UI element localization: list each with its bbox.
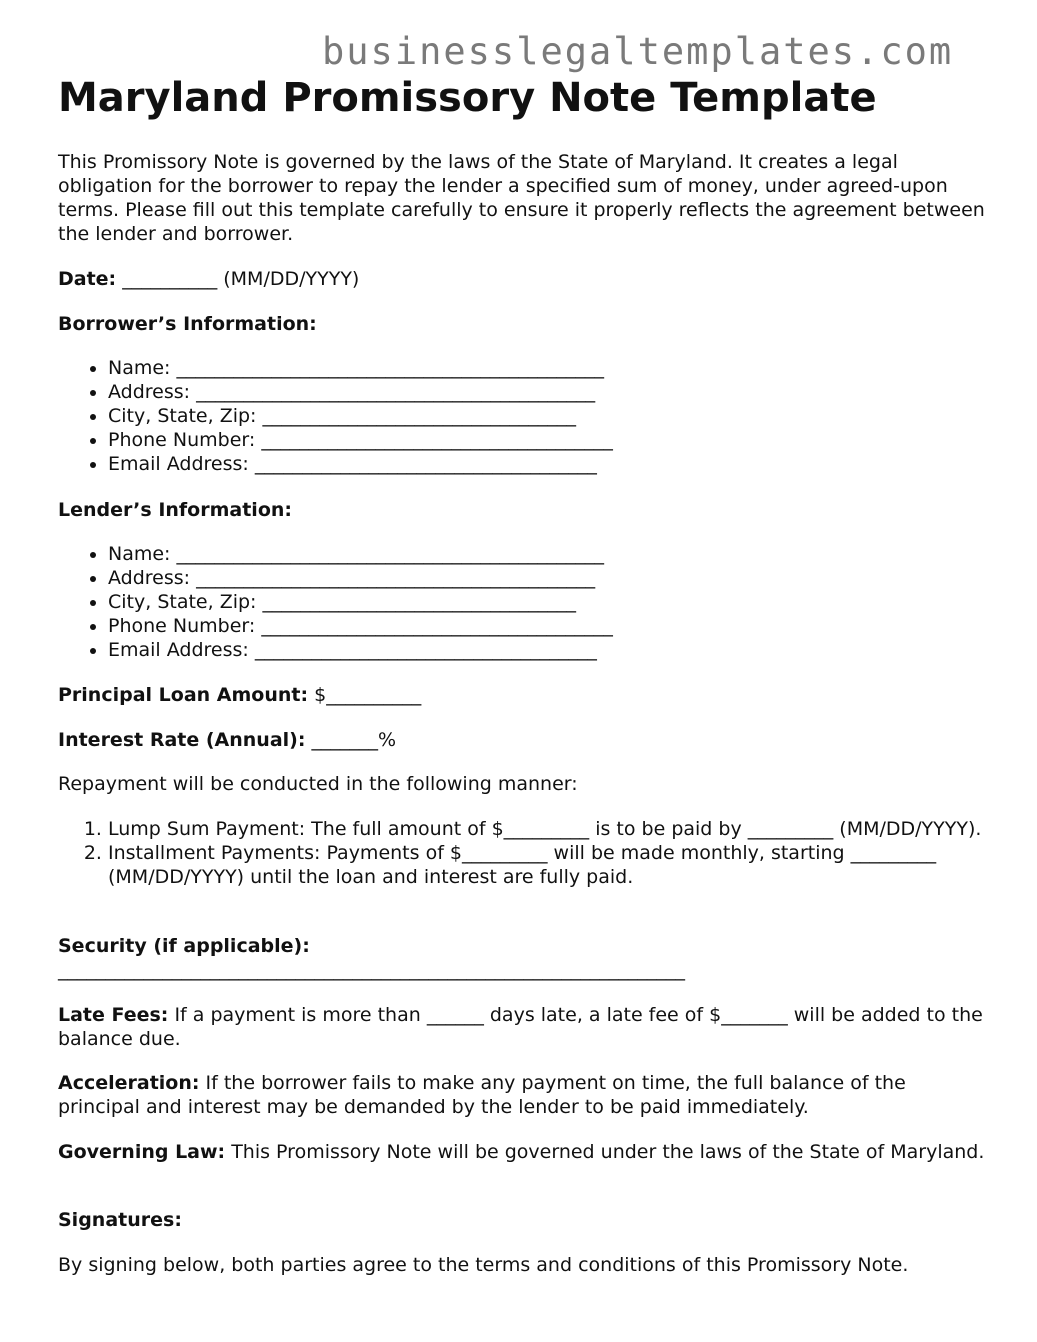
repayment-intro: Repayment will be conducted in the following manner:	[58, 773, 578, 795]
signatures-heading: Signatures:	[58, 1209, 182, 1231]
date-value: __________ (MM/DD/YYYY)	[116, 268, 360, 290]
security-heading: Security (if applicable):	[58, 935, 310, 957]
lender-city-field: • City, State, Zip: _________________________________	[108, 590, 1037, 614]
intro-paragraph: This Promissory Note is governed by the laws of the State of Maryland. It creates a legal obligation for the borrower to repay the lender a specified sum of money, under agreed-upon terms. Please fill out this template carefully to ensure it properly reflects the agreement between the lender and borrower.	[58, 151, 985, 245]
lender-fields	[58, 542, 1037, 662]
borrower-phone-field: • Phone Number: _____________________________________	[108, 428, 1037, 452]
interest-line	[58, 728, 988, 752]
lender-heading: Lender’s Information:	[58, 499, 292, 521]
acceleration-text: If the borrower fails to make any payment on time, the full balance of the principal and interest may be demanded by the lender to be paid immediately.	[58, 1072, 906, 1118]
governing-law-paragraph	[58, 1140, 988, 1164]
borrower-heading: Borrower’s Information:	[58, 313, 317, 335]
lender-name-field: • Name: _____________________________________________	[108, 542, 1037, 566]
late-fees-text: If a payment is more than ______ days late, a late fee of $_______ will be added to the balance due.	[58, 1004, 983, 1050]
governing-law-label: Governing Law:	[58, 1141, 226, 1163]
security-line: __________________________________________________________________	[58, 959, 685, 981]
borrower-city-field: • City, State, Zip: _________________________________	[108, 404, 1037, 428]
lender-email-field: • Email Address: ____________________________________	[108, 638, 1037, 662]
interest-value: _______%	[305, 729, 397, 751]
late-fees-paragraph	[58, 1003, 988, 1051]
date-line	[58, 267, 988, 291]
watermark: businesslegaltemplates.com	[322, 30, 954, 73]
late-fees-label: Late Fees:	[58, 1004, 169, 1026]
principal-label: Principal Loan Amount:	[58, 684, 309, 706]
repayment-option-lump-sum: 1. Lump Sum Payment: The full amount of $_________ is to be paid by _________ (MM/DD/YYYY).	[108, 817, 988, 841]
page-title: Maryland Promissory Note Template	[58, 75, 877, 121]
signatures-text: By signing below, both parties agree to the terms and conditions of this Promissory Note.	[58, 1254, 909, 1276]
acceleration-label: Acceleration:	[58, 1072, 200, 1094]
governing-law-text: This Promissory Note will be governed under the laws of the State of Maryland.	[225, 1141, 985, 1163]
borrower-email-field: • Email Address: ____________________________________	[108, 452, 1037, 476]
borrower-fields	[58, 356, 1037, 476]
lender-phone-field: • Phone Number: _____________________________________	[108, 614, 1037, 638]
repayment-options	[58, 817, 988, 889]
principal-line	[58, 683, 988, 707]
borrower-name-field: • Name: _____________________________________________	[108, 356, 1037, 380]
date-label: Date:	[58, 268, 117, 290]
borrower-address-field: • Address: __________________________________________	[108, 380, 1037, 404]
lender-address-field: • Address: __________________________________________	[108, 566, 1037, 590]
interest-label: Interest Rate (Annual):	[58, 729, 306, 751]
repayment-option-installments: 2. Installment Payments: Payments of $_________ will be made monthly, starting _________ (MM/DD/YYYY) until the loan and interest are fully paid.	[108, 841, 988, 889]
principal-value: $__________	[308, 684, 422, 706]
acceleration-paragraph	[58, 1071, 988, 1119]
